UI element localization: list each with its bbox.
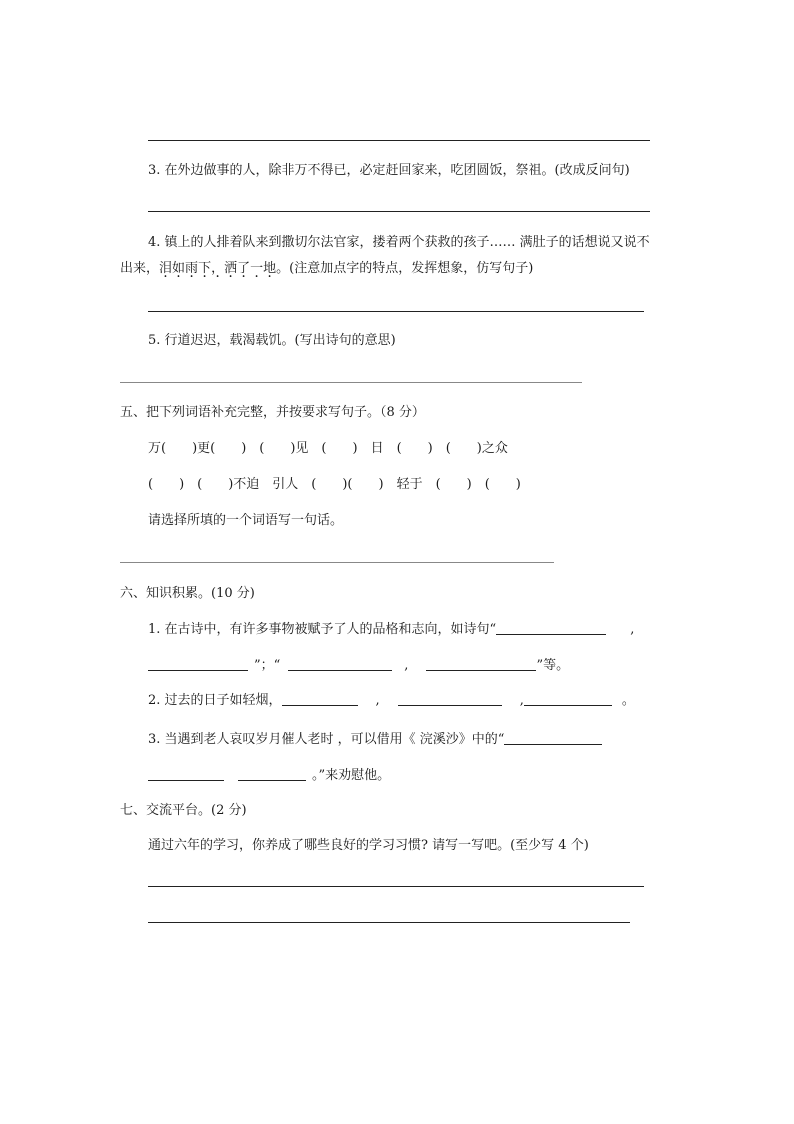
fill-blank[interactable] xyxy=(238,766,306,781)
fill-blank[interactable] xyxy=(496,620,606,635)
question-5: 5. 行道迟迟，载渴载饥。(写出诗句的意思) xyxy=(148,333,396,348)
section-6-q1-line2: ”；“ , ”等。 xyxy=(148,656,569,675)
dotted-char: 洒 xyxy=(224,261,238,276)
question-4-line1: 4. 镇上的人排着队来到撒切尔法官家，搂着两个获救的孩子…… 满肚子的话想说又说不 xyxy=(148,235,650,250)
answer-line[interactable] xyxy=(148,886,644,887)
section-6-q2: 2. 过去的日子如轻烟， , , 。 xyxy=(148,693,635,708)
fill-blank[interactable] xyxy=(524,691,612,706)
section-5-instruction: 请选择所填的一个词语写一句话。 xyxy=(148,513,344,528)
answer-line[interactable] xyxy=(148,211,650,212)
dotted-char: 了 xyxy=(237,261,251,276)
fill-blank[interactable] xyxy=(426,656,536,671)
section-5-row2: ( ) ( )不迫 引人 ( )( ) 轻于 ( ) ( ) xyxy=(148,477,521,492)
dotted-char: 地 xyxy=(263,261,277,276)
fill-blank[interactable] xyxy=(398,691,502,706)
question-3: 3. 在外边做事的人，除非万不得已，必定赶回家来，吃团圆饭，祭祖。(改成反问句) xyxy=(148,163,630,178)
answer-line[interactable] xyxy=(120,382,582,383)
dotted-char: ， · xyxy=(211,260,224,278)
dotted-char: 雨 xyxy=(185,261,199,276)
question-4-pre: 出来， xyxy=(120,261,160,276)
fill-blank[interactable] xyxy=(148,766,224,781)
section-6-q3-line2 xyxy=(148,766,390,785)
section-5-row1: 万( )更( ) ( )见 ( ) 日 ( ) ( )之众 xyxy=(148,441,508,456)
fill-blank[interactable] xyxy=(504,730,602,745)
answer-line[interactable] xyxy=(148,140,650,141)
answer-line[interactable] xyxy=(148,922,630,923)
question-4-line2 xyxy=(120,260,533,278)
section-7-prompt: 通过六年的学习，你养成了哪些良好的学习习惯? 请写一写吧。(至少写 4 个) xyxy=(148,838,589,853)
section-7-title: 七、交流平台。(2 分) xyxy=(120,803,247,818)
section-6-title: 六、知识积累。(10 分) xyxy=(120,586,255,601)
dotted-char: 下 xyxy=(198,261,212,276)
dotted-phrase xyxy=(159,261,276,276)
section-6-q1-line1: 1. 在古诗中，有许多事物被赋予了人的品格和志向，如诗句“ , xyxy=(148,622,635,637)
dotted-char: 如 xyxy=(172,261,186,276)
section-5-title: 五、把下列词语补充完整，并按要求写句子。（8 分） xyxy=(120,405,425,420)
fill-blank[interactable] xyxy=(148,656,248,671)
section-6-q1-text: 1. 在古诗中，有许多事物被赋予了人的品格和志向，如诗句“ xyxy=(148,622,497,637)
section-6-q3-text: 3. 当遇到老人哀叹岁月催人老时 ，可以借用《 浣溪沙》中的“ xyxy=(148,732,505,747)
answer-line[interactable] xyxy=(120,562,554,563)
question-4-post: 。(注意加点字的特点，发挥想象，仿写句子) xyxy=(276,261,534,276)
dotted-char: 一 xyxy=(250,261,264,276)
section-6-q1-mid: ”；“ xyxy=(254,658,281,673)
section-6-q3-end: 。”来劝慰他。 xyxy=(312,768,391,783)
section-6-q3-line1 xyxy=(148,730,602,749)
answer-line[interactable] xyxy=(148,311,644,312)
fill-blank[interactable] xyxy=(288,656,392,671)
section-6-q2-text: 2. 过去的日子如轻烟， xyxy=(148,693,282,708)
section-6-q1-end: ”等。 xyxy=(536,658,570,673)
dotted-char: 泪 xyxy=(159,261,173,276)
fill-blank[interactable] xyxy=(282,691,358,706)
